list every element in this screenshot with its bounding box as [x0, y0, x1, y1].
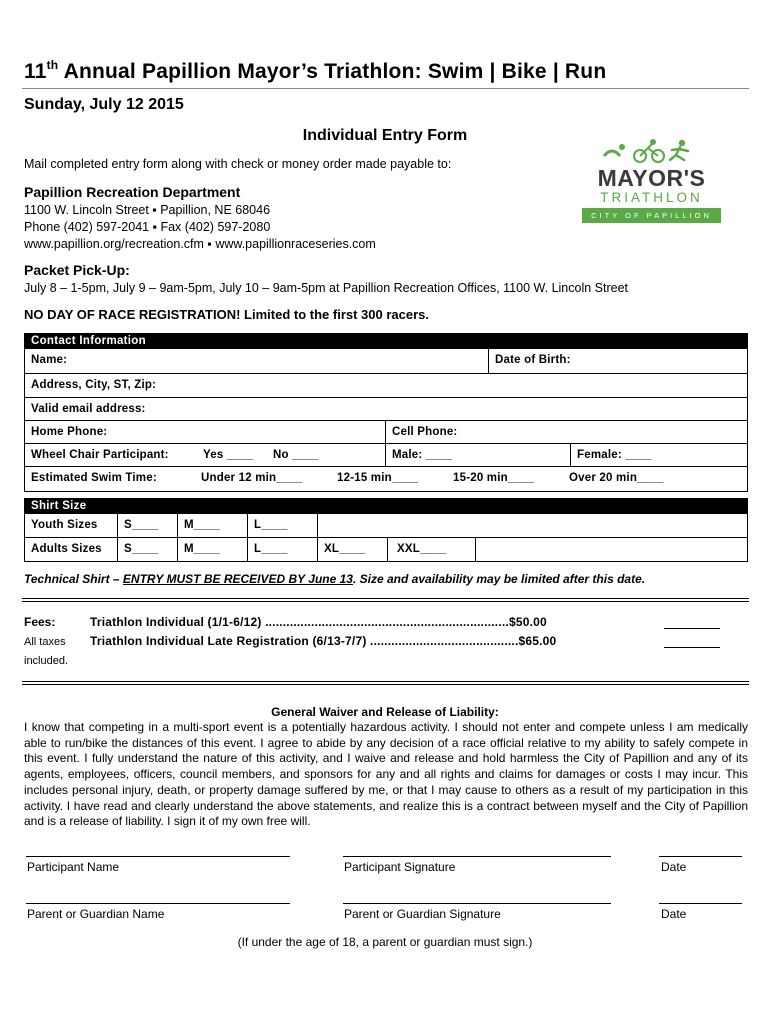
- logo-city-bar: CITY OF PAPILLION: [582, 208, 721, 223]
- packet-pickup-heading: Packet Pick-Up:: [24, 262, 130, 278]
- page-title: 11th Annual Papillion Mayor’s Triathlon: Swim | Bike | Run: [24, 58, 607, 83]
- guardian-name-label: Parent or Guardian Name: [27, 907, 165, 921]
- guardian-date-label: Date: [661, 907, 687, 921]
- participant-signature-label: Participant Signature: [344, 860, 456, 874]
- participant-date-line[interactable]: [659, 856, 742, 857]
- adult-m[interactable]: M____: [184, 543, 221, 555]
- male-field[interactable]: Male: ____: [392, 449, 453, 461]
- youth-s[interactable]: S____: [124, 519, 159, 531]
- youth-sizes-row: [24, 514, 748, 538]
- adult-sizes-label: Adults Sizes: [31, 543, 102, 555]
- shirt-size-header: Shirt Size: [24, 498, 748, 514]
- participant-name-label: Participant Name: [27, 860, 120, 874]
- guardian-signature-line[interactable]: [343, 903, 611, 904]
- swim-under-12[interactable]: Under 12 min____: [201, 472, 303, 484]
- fee-individual: Triathlon Individual (1/1-6/12) .....................................................................$50.00: [90, 615, 547, 629]
- department-web: www.papillion.org/recreation.cfm ▪ www.papillionraceseries.com: [24, 237, 376, 251]
- waiver-heading: General Waiver and Release of Liability:: [271, 705, 499, 719]
- email-field[interactable]: Valid email address:: [31, 403, 146, 415]
- technical-shirt-note: Technical Shirt – ENTRY MUST BE RECEIVED BY June 13. Size and availability may be limited after this date.: [24, 572, 646, 586]
- logo-wordmark: MAYOR'S: [597, 165, 706, 191]
- taxes-note: All taxes: [24, 636, 66, 648]
- youth-sizes-label: Youth Sizes: [31, 519, 98, 531]
- swim-12-15[interactable]: 12-15 min____: [337, 472, 419, 484]
- wheelchair-no[interactable]: No ____: [273, 449, 319, 461]
- athlete-figures-icon: [600, 138, 700, 166]
- fee-late-blank[interactable]: [664, 647, 720, 648]
- participant-date-label: Date: [661, 860, 687, 874]
- form-title: Individual Entry Form: [302, 127, 468, 144]
- adult-l[interactable]: L____: [254, 543, 288, 555]
- swim-time-row: [24, 467, 748, 492]
- included-note: included.: [24, 655, 69, 667]
- name-row: [24, 349, 748, 374]
- swim-over-20[interactable]: Over 20 min____: [569, 472, 664, 484]
- adult-xxl[interactable]: XXL____: [397, 543, 447, 555]
- swim-time-label: Estimated Swim Time:: [31, 472, 157, 484]
- home-phone-field[interactable]: Home Phone:: [31, 426, 108, 438]
- wheelchair-yes[interactable]: Yes ____: [203, 449, 254, 461]
- fees-divider-bottom: [22, 681, 749, 685]
- title-divider: [22, 88, 749, 89]
- dob-field[interactable]: Date of Birth:: [495, 354, 571, 366]
- participant-signature-line[interactable]: [343, 856, 611, 857]
- fees-label: Fees:: [24, 615, 56, 629]
- department-address: 1100 W. Lincoln Street ▪ Papillion, NE 68046: [24, 203, 271, 217]
- registration-notice: NO DAY OF RACE REGISTRATION! Limited to the first 300 racers.: [24, 307, 430, 322]
- packet-pickup-text: July 8 – 1-5pm, July 9 – 9am-5pm, July 10 – 9am-5pm at Papillion Recreation Offices, 1100 W. Lincoln Street: [24, 281, 628, 295]
- department-name: Papillion Recreation Department: [24, 184, 241, 200]
- name-field[interactable]: Name:: [31, 354, 68, 366]
- mail-instructions: Mail completed entry form along with check or money order made payable to:: [24, 157, 452, 171]
- adult-s[interactable]: S____: [124, 543, 159, 555]
- female-field[interactable]: Female: ____: [577, 449, 652, 461]
- guardian-date-line[interactable]: [659, 903, 742, 904]
- cell-phone-field[interactable]: Cell Phone:: [392, 426, 458, 438]
- swim-15-20[interactable]: 15-20 min____: [453, 472, 535, 484]
- participant-name-line[interactable]: [26, 856, 290, 857]
- phone-row: [24, 421, 748, 444]
- logo-subtitle: TRIATHLON: [600, 190, 703, 205]
- youth-m[interactable]: M____: [184, 519, 221, 531]
- fee-individual-blank[interactable]: [664, 628, 720, 629]
- fee-late-registration: Triathlon Individual Late Registration (6/13-7/7) ..........................................$65.00: [90, 634, 557, 648]
- youth-l[interactable]: L____: [254, 519, 288, 531]
- department-phone: Phone (402) 597-2041 ▪ Fax (402) 597-2080: [24, 220, 271, 234]
- entry-deadline: ENTRY MUST BE RECEIVED BY June 13: [122, 572, 353, 586]
- guardian-signature-label: Parent or Guardian Signature: [344, 907, 501, 921]
- adult-xl[interactable]: XL____: [324, 543, 366, 555]
- waiver-text: I know that competing in a multi-sport event is a potentially hazardous activity. I should not enter and compete unless I am medically able to run/bike the distances of this event. I agree to abide by any decision of a race official relative to my ability to safely compete in this event. I fully understand the nature of this activity, and I waive and release and hold harmless the City of Papillion and any of its agents, employees, officers, council members, and sponsors for any and all rights and claims for damages or costs I may incur. This includes personal injury, death, or property damage suffered by me, or that I may cause to others as a result of my participation in this activity. I have read and clearly understand the above statements, and realize this is a contract between myself and the City of Papillion and is a release of liability. I sign it of my own free will.: [24, 720, 748, 829]
- guardian-footnote: (If under the age of 18, a parent or guardian must sign.): [237, 935, 533, 949]
- address-row: [24, 374, 748, 398]
- wheelchair-row: [24, 444, 748, 467]
- adult-sizes-row: [24, 538, 748, 562]
- fees-divider-top: [22, 598, 749, 602]
- wheelchair-label: Wheel Chair Participant:: [31, 449, 169, 461]
- address-field[interactable]: Address, City, ST, Zip:: [31, 379, 157, 391]
- email-row: [24, 398, 748, 421]
- guardian-name-line[interactable]: [26, 903, 290, 904]
- contact-info-header: Contact Information: [24, 333, 748, 349]
- event-date: Sunday, July 12 2015: [24, 96, 184, 113]
